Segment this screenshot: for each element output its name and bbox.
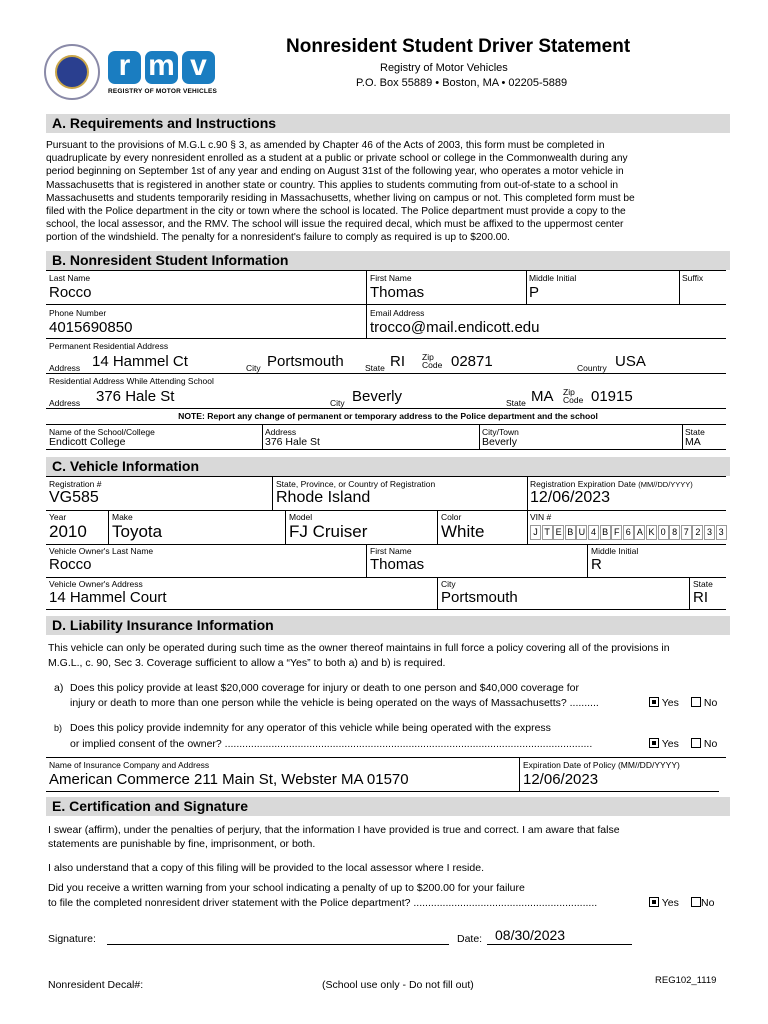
school-state-label: State [685, 427, 705, 437]
rmv-logo-m: m [145, 51, 178, 84]
owner-mi-field[interactable]: R [591, 556, 602, 573]
city-label: City [246, 363, 261, 373]
email-field[interactable]: trocco@mail.endicott.edu [370, 319, 540, 336]
insurance-company-label: Name of Insurance Company and Address [49, 760, 210, 770]
date-label: Date: [457, 933, 483, 945]
rmv-logo-r: r [108, 51, 141, 84]
color-field[interactable]: White [441, 522, 485, 541]
model-field[interactable]: FJ Cruiser [289, 522, 368, 541]
warning-question-2: to file the completed nonresident driver statement with the Police department? ............................................................... [48, 897, 598, 909]
registration-field[interactable]: VG585 [49, 489, 99, 506]
instructions-paragraph: Pursuant to the provisions of M.G.L c.90 § 3, as amended by Chapter 46 of the Acts of 2003, this form must be completed in quadruplicate by every nonresident enrolled as a student at a public or private school or college in the Commonwealth during any period beginning on September 1st of any year and ending on August 31st of the following year, who operates a motor vehicle in Massachusetts that is registered in another state or country. This applies to students commuting from out-of-state to a school in Massachusetts and students temporarily residing in Massachusetts, whether living on campus or not. This completed form must be filed with the Police department in the city or town where the school is located. The Police department must provide a copy to the school, the local assessor, and the RMV. The school will issue the required decal, which must be affixed to the uppermost center portion of the windshield. The penalty for a nonresident's failure to comply as required is up to $200.00. [46, 140, 635, 244]
question-b-line-2: or implied consent of the owner? .............................................................................................................................. [70, 738, 593, 750]
question-b-line-1: Does this policy provide indemnity for any operator of this vehicle while being operated with the express [70, 722, 551, 734]
decal-number-label: Nonresident Decal#: [48, 979, 144, 991]
school-address-label: Residential Address While Attending School [49, 376, 214, 386]
warning-question-1: Did you receive a written warning from your school indicating a penalty of up to $200.00 for your failure [48, 882, 525, 894]
question-a-yes[interactable]: Yes [649, 697, 679, 709]
school-state-field-2[interactable]: MA [685, 436, 701, 448]
owner-mi-label: Middle Initial [591, 546, 639, 556]
owner-state-field[interactable]: RI [693, 589, 708, 606]
insurance-company-field[interactable]: American Commerce 211 Main St, Webster MA 01570 [49, 771, 409, 788]
owner-last-field[interactable]: Rocco [49, 556, 92, 573]
vin-char-cell[interactable]: 8 [669, 525, 680, 540]
vin-char-cell[interactable]: 6 [623, 525, 634, 540]
city-label-2: City [330, 398, 345, 408]
vin-char-cell[interactable]: E [553, 525, 564, 540]
school-zip-field[interactable]: 01915 [591, 388, 633, 405]
insurance-intro-2: M.G.L., c. 90, Sec 3. Coverage sufficient to allow a “Yes” to both a) and b) is required. [48, 657, 446, 669]
form-title: Nonresident Student Driver Statement [286, 36, 631, 57]
color-label: Color [441, 512, 462, 522]
owner-state-label: State [693, 579, 713, 589]
vin-char-cell[interactable]: 2 [692, 525, 703, 540]
insurance-exp-label: Expiration Date of Policy (MM//DD/YYYY) [523, 760, 680, 770]
vin-char-cell[interactable]: K [646, 525, 657, 540]
school-name-label: Name of the School/College [49, 427, 155, 437]
question-a-no[interactable]: No [691, 697, 717, 709]
owner-city-label: City [441, 579, 456, 589]
vin-char-cell[interactable]: A [634, 525, 645, 540]
suffix-label: Suffix [682, 273, 704, 283]
school-town-field[interactable]: Beverly [482, 436, 518, 448]
vin-char-cell[interactable]: U [576, 525, 587, 540]
perm-address-label: Permanent Residential Address [49, 341, 169, 351]
question-b-yes[interactable]: Yes [649, 738, 679, 750]
signature-line[interactable] [107, 944, 449, 945]
school-use-note: (School use only - Do not fill out) [322, 979, 474, 991]
vin-char-cell[interactable]: 3 [704, 525, 715, 540]
vin-label: VIN # [530, 512, 552, 522]
form-id: REG102_1119 [655, 975, 717, 986]
reg-exp-label: Registration Expiration Date (MM//DD/YYYY) [530, 479, 693, 489]
date-field[interactable]: 08/30/2023 [495, 927, 566, 943]
agency-name: Registry of Motor Vehicles [380, 62, 508, 74]
question-b-no-checkbox[interactable] [691, 738, 701, 748]
first-name-field[interactable]: Thomas [370, 284, 425, 301]
assessor-statement: I also understand that a copy of this filing will be provided to the local assessor where I reside. [48, 862, 484, 874]
state-label-2: State [506, 398, 526, 408]
owner-last-label: Vehicle Owner's Last Name [49, 546, 154, 556]
zip-label: Zip Code [422, 352, 443, 370]
reg-state-field[interactable]: Rhode Island [276, 489, 371, 506]
vin-char-cell[interactable]: 0 [658, 525, 669, 540]
vin-char-cell[interactable]: J [530, 525, 541, 540]
insurance-intro-1: This vehicle can only be operated during such time as the owner thereof maintains in full force a policy covering all of the provisions in [48, 642, 670, 654]
warning-yes-checkbox[interactable] [649, 897, 659, 907]
vin-char-cell[interactable]: 4 [588, 525, 599, 540]
registration-label: Registration # [49, 479, 102, 489]
logo-caption: REGISTRY OF MOTOR VEHICLES [108, 88, 218, 95]
question-a-no-checkbox[interactable] [691, 697, 701, 707]
last-name-field[interactable]: Rocco [49, 284, 92, 301]
middle-initial-field[interactable]: P [529, 284, 540, 301]
owner-addr-label: Vehicle Owner's Address [49, 579, 143, 589]
owner-city-field[interactable]: Portsmouth [441, 589, 518, 606]
certification-line-2: statements are punishable by fine, imprisonment, or both. [48, 838, 316, 850]
make-label: Make [112, 512, 133, 522]
state-label: State [365, 363, 385, 373]
reg-exp-field[interactable]: 12/06/2023 [530, 489, 611, 506]
make-field[interactable]: Toyota [112, 522, 163, 541]
school-city-field[interactable]: Beverly [352, 388, 403, 405]
warning-yes[interactable]: Yes [649, 897, 679, 909]
vin-char-cell[interactable]: 7 [681, 525, 692, 540]
last-name-label: Last Name [49, 273, 91, 283]
zip-label-2: Zip Code [563, 387, 584, 405]
perm-state-field[interactable]: RI [390, 353, 405, 370]
address-label: Address [49, 363, 81, 373]
massachusetts-seal-icon [44, 44, 100, 100]
year-label: Year [49, 512, 67, 522]
perm-zip-field[interactable]: 02871 [451, 353, 493, 370]
reg-state-label: State, Province, or Country of Registration [276, 479, 436, 489]
vin-char-cell[interactable]: B [565, 525, 576, 540]
agency-address: P.O. Box 55889 • Boston, MA • 02205-5889 [356, 77, 568, 89]
school-address-field[interactable]: 376 Hale St [96, 388, 175, 405]
middle-initial-label: Middle Initial [529, 273, 577, 283]
school-street-field[interactable]: 376 Hale St [265, 436, 320, 448]
phone-label: Phone Number [49, 308, 107, 318]
perm-address-field[interactable]: 14 Hammel Ct [92, 353, 188, 370]
vin-char-cell[interactable]: F [611, 525, 622, 540]
first-name-label: First Name [370, 273, 412, 283]
city-town-label: City/Town [482, 427, 519, 437]
model-label: Model [289, 512, 313, 522]
section-b-header: B. Nonresident Student Information [46, 251, 730, 270]
section-e-header: E. Certification and Signature [46, 797, 730, 816]
school-name-field[interactable]: Endicott College [49, 436, 126, 448]
question-b-no[interactable]: No [691, 738, 717, 750]
country-label: Country [577, 363, 607, 373]
phone-field[interactable]: 4015690850 [49, 319, 133, 336]
owner-first-field[interactable]: Thomas [370, 556, 425, 573]
section-c-header: C. Vehicle Information [46, 457, 730, 476]
question-a-line-1: Does this policy provide at least $20,000 coverage for injury or death to one person and $40,000 coverage for [70, 682, 579, 694]
address-change-note: NOTE: Report any change of permanent or temporary address to the Police department and the school [178, 411, 598, 421]
warning-no-checkbox[interactable] [691, 897, 701, 907]
certification-line-1: I swear (affirm), under the penalties of perjury, that the information I have provided is true and correct. I am aware that false [48, 824, 620, 836]
vin-char-cell[interactable]: T [542, 525, 553, 540]
owner-address-field[interactable]: 14 Hammel Court [49, 589, 167, 606]
question-a-yes-checkbox[interactable] [649, 697, 659, 707]
insurance-exp-field[interactable]: 12/06/2023 [523, 771, 599, 788]
address-label-2: Address [49, 398, 81, 408]
rmv-logo-v: v [182, 51, 215, 84]
section-d-header: D. Liability Insurance Information [46, 616, 730, 635]
school-addr-label: Address [265, 427, 297, 437]
perm-country-field[interactable]: USA [615, 353, 646, 370]
question-a-line-2: injury or death to more than one person while the vehicle is being operated on the ways of Massachusetts? .......... [70, 697, 599, 709]
owner-first-label: First Name [370, 546, 412, 556]
school-state-field[interactable]: MA [531, 388, 554, 405]
perm-city-field[interactable]: Portsmouth [267, 353, 344, 370]
question-a-marker: a) [54, 682, 64, 694]
question-b-marker: b) [54, 723, 63, 733]
warning-no[interactable]: No [691, 897, 714, 909]
vin-char-cell[interactable]: B [600, 525, 611, 540]
year-field[interactable]: 2010 [49, 522, 87, 541]
signature-label: Signature: [48, 933, 96, 945]
vin-char-cell[interactable]: 3 [716, 525, 727, 540]
question-b-yes-checkbox[interactable] [649, 738, 659, 748]
section-a-header: A. Requirements and Instructions [46, 114, 730, 133]
email-label: Email Address [370, 308, 425, 318]
